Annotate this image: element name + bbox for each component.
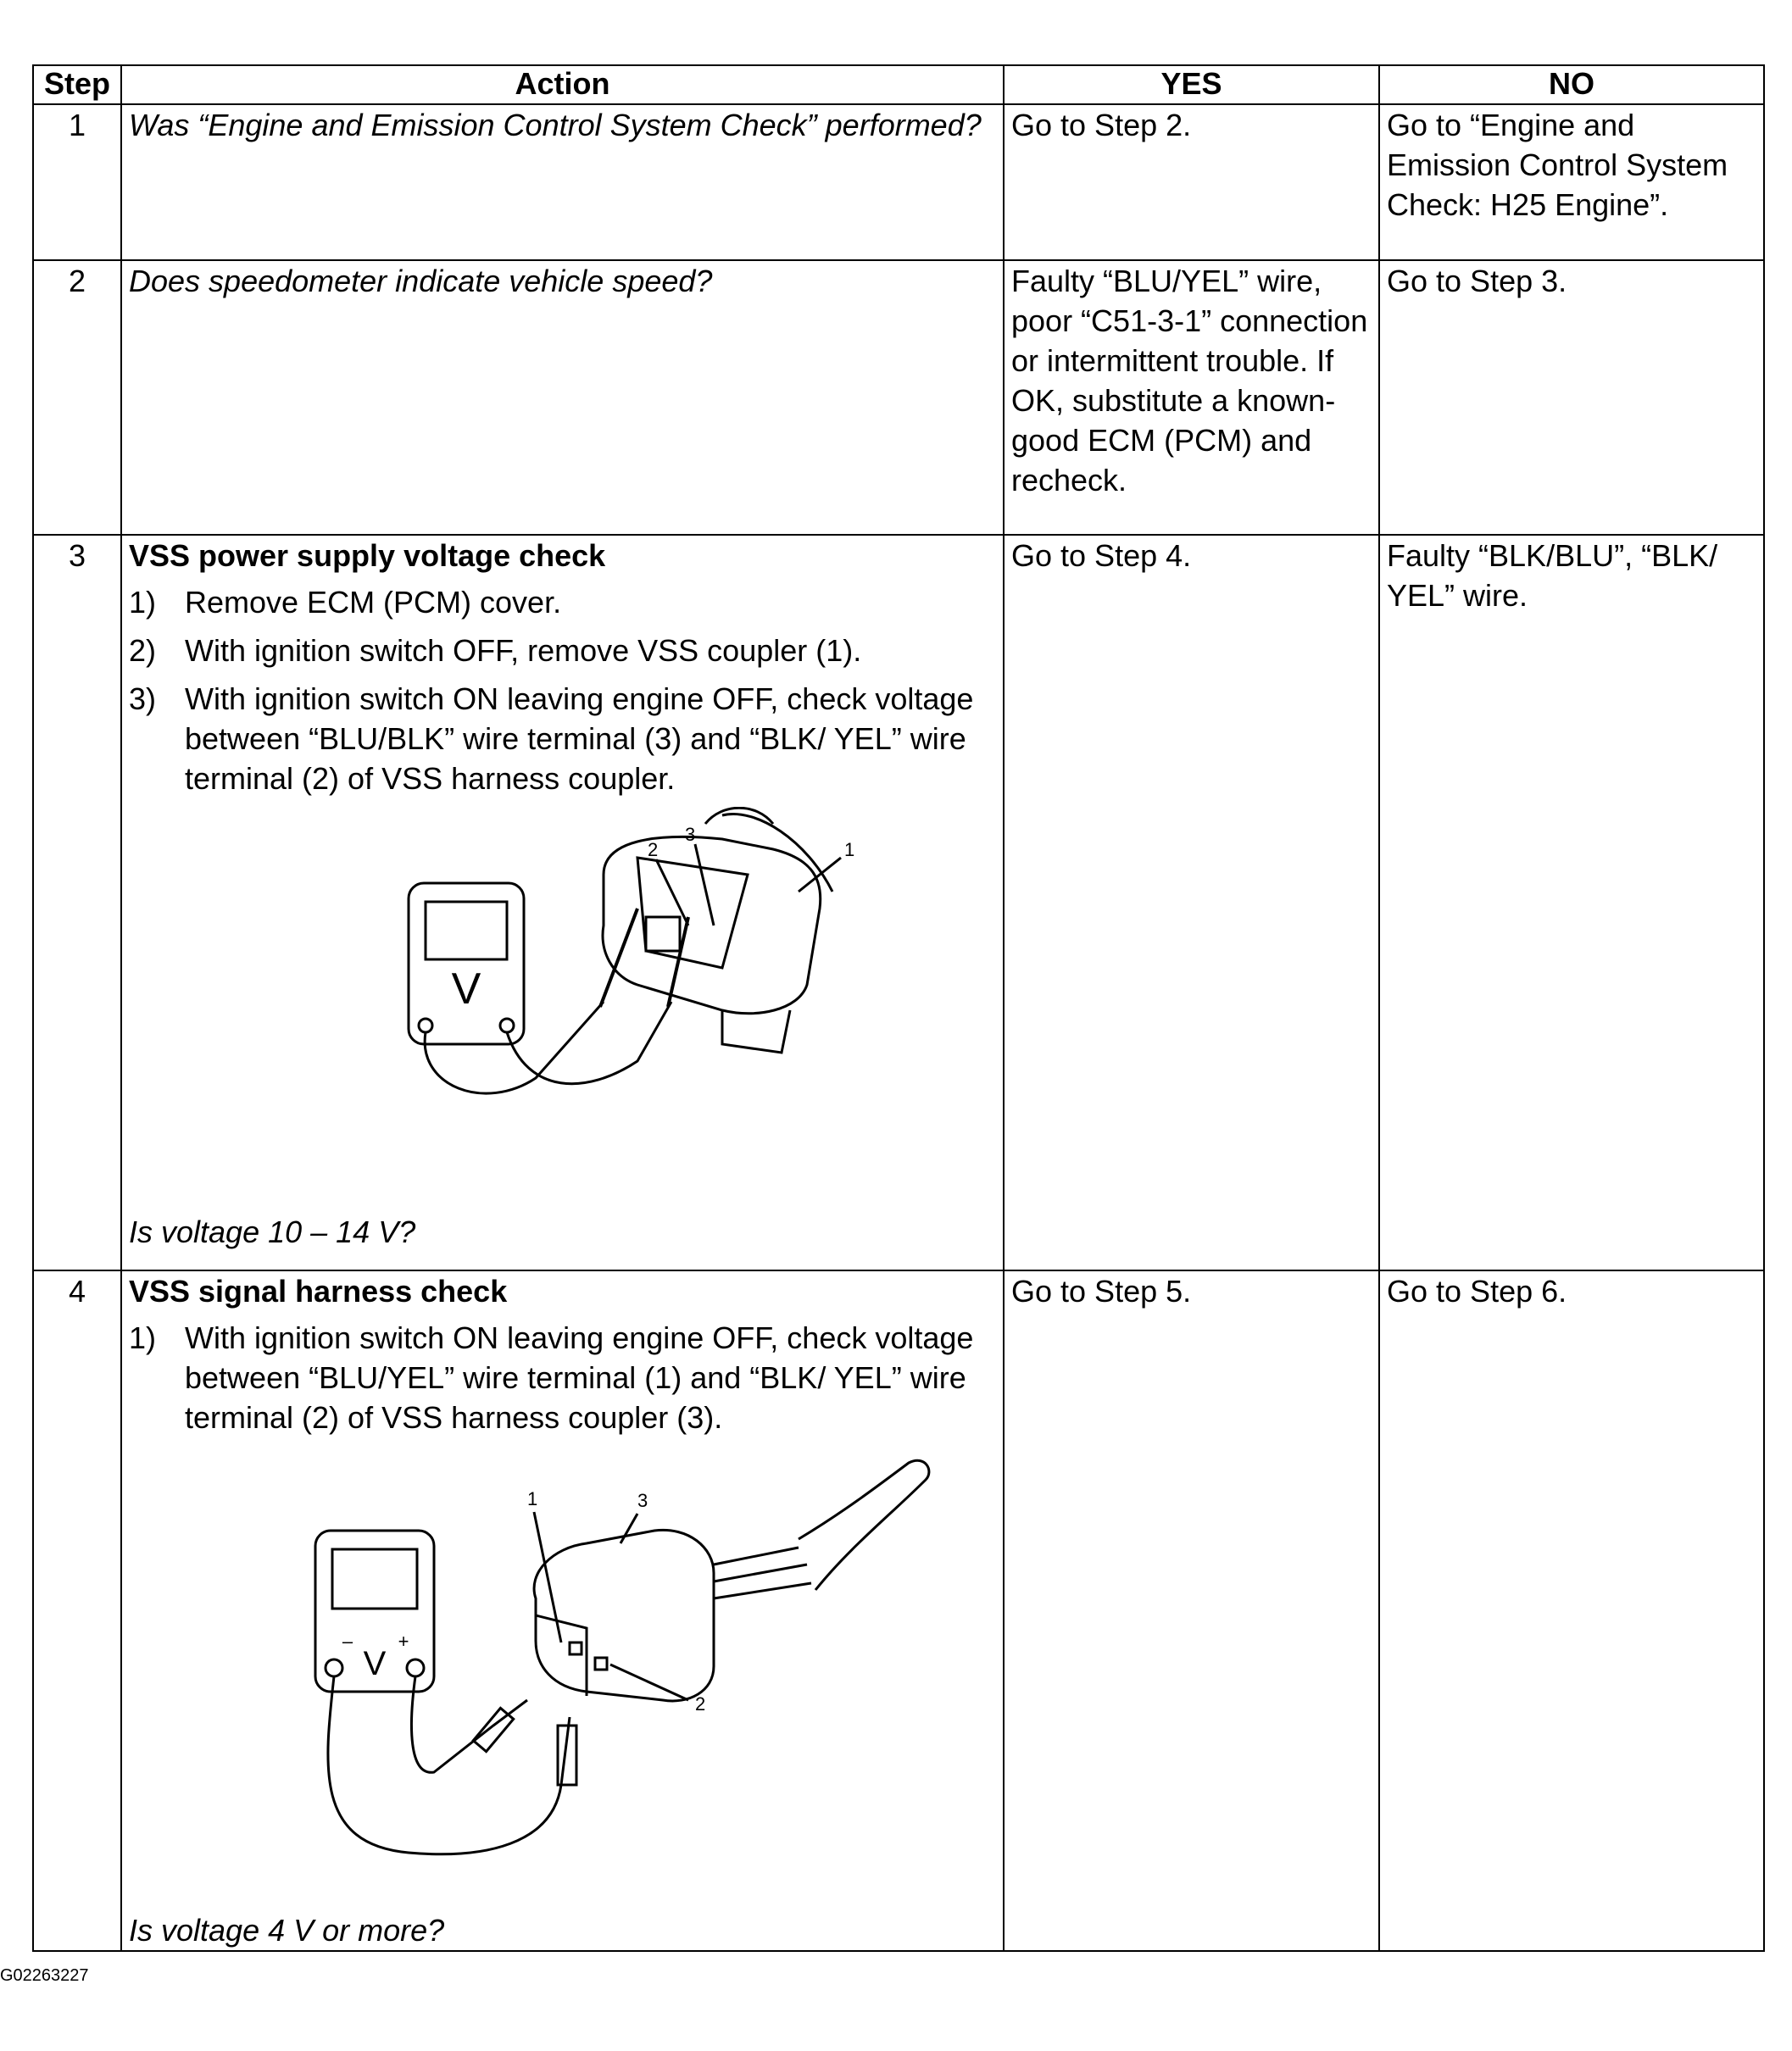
action-cell xyxy=(121,1270,1004,1951)
table-row xyxy=(33,1270,1764,1951)
coupler-terminal xyxy=(646,917,680,951)
yes-cell: Go to Step 4. xyxy=(1004,535,1379,1270)
probe-black xyxy=(600,909,637,1007)
harness-wire xyxy=(714,1583,811,1598)
step-title: VSS power supply voltage check xyxy=(129,538,606,573)
substep-number: 3) xyxy=(129,681,157,716)
header-yes: YES xyxy=(1004,65,1379,104)
leader-line xyxy=(695,844,714,925)
meter-terminal-minus xyxy=(326,1659,342,1676)
substep-list xyxy=(129,582,996,798)
step-number: 3 xyxy=(33,535,121,1270)
substep-number: 1) xyxy=(129,1320,157,1355)
meter-plus-label: + xyxy=(398,1631,409,1652)
meter-label: V xyxy=(451,964,481,1014)
action-cell xyxy=(121,260,1004,535)
vss-coupler-illustration xyxy=(129,807,993,1212)
substep-text: With ignition switch ON leaving engine OFF, check voltage between “BLU/BLK” wire terminal (3) and “BLK/ YEL” wire terminal (2) of VSS harness coupler. xyxy=(185,681,974,796)
diagnostic-table xyxy=(32,64,1765,1952)
leader-line xyxy=(621,1514,637,1543)
voltmeter-display xyxy=(426,902,507,959)
meter-terminal-minus xyxy=(419,1019,432,1032)
substep-list xyxy=(129,1318,996,1437)
test-lead-black xyxy=(328,1676,570,1854)
callout-label: 3 xyxy=(637,1490,648,1511)
coupler-terminal xyxy=(570,1642,582,1654)
callout-label: 1 xyxy=(527,1488,538,1509)
list-item xyxy=(129,631,996,670)
leader-line xyxy=(656,859,688,925)
leader-line xyxy=(534,1512,561,1642)
table-row xyxy=(33,104,1764,260)
step-number: 1 xyxy=(33,104,121,260)
meter-label: V xyxy=(363,1645,387,1682)
substep-text: Remove ECM (PCM) cover. xyxy=(185,585,562,620)
probe-red xyxy=(668,917,688,1007)
coupler-body xyxy=(534,1530,714,1701)
callout-label: 2 xyxy=(695,1693,706,1715)
list-item xyxy=(129,679,996,798)
step-number: 4 xyxy=(33,1270,121,1951)
figure-code: G02263227 xyxy=(0,1966,89,1985)
substep-text: With ignition switch OFF, remove VSS coupler (1). xyxy=(185,633,862,668)
action-cell xyxy=(121,535,1004,1270)
substep-number: 1) xyxy=(129,585,157,620)
table-header-row xyxy=(33,65,1764,104)
step-question: Is voltage 10 – 14 V? xyxy=(129,1214,416,1249)
test-lead-red xyxy=(507,1002,671,1084)
substep-number: 2) xyxy=(129,633,157,668)
step-title: VSS signal harness check xyxy=(129,1274,508,1309)
yes-cell: Faulty “BLU/YEL” wire, poor “C51-3-1” connection or intermittent trouble. If OK, substitute a known-good ECM (PCM) and recheck. xyxy=(1004,260,1379,535)
no-cell: Faulty “BLK/BLU”, “BLK/ YEL” wire. xyxy=(1379,535,1764,1270)
table-row xyxy=(33,535,1764,1270)
step-number: 2 xyxy=(33,260,121,535)
yes-cell: Go to Step 5. xyxy=(1004,1270,1379,1951)
table-row xyxy=(33,260,1764,535)
step-question: Does speedometer indicate vehicle speed? xyxy=(129,264,713,298)
callout-label: 1 xyxy=(844,839,855,860)
no-cell: Go to “Engine and Emission Control System Check: H25 Engine”. xyxy=(1379,104,1764,260)
list-item xyxy=(129,1318,996,1437)
coupler-lock xyxy=(722,1010,790,1053)
callout-label: 2 xyxy=(648,839,659,860)
step-question: Is voltage 4 V or more? xyxy=(129,1913,445,1948)
substep-text: With ignition switch ON leaving engine OFF, check voltage between “BLU/YEL” wire terminal (1) and “BLK/ YEL” wire terminal (2) of VSS harness coupler (3). xyxy=(185,1320,974,1435)
harness-wire xyxy=(714,1565,807,1581)
voltmeter-display xyxy=(332,1549,417,1609)
coupler-terminal xyxy=(595,1658,607,1670)
step-question: Was “Engine and Emission Control System Check” performed? xyxy=(129,108,982,142)
no-cell: Go to Step 6. xyxy=(1379,1270,1764,1951)
list-item xyxy=(129,582,996,622)
no-cell: Go to Step 3. xyxy=(1379,260,1764,535)
meter-terminal-plus xyxy=(407,1659,424,1676)
header-no: NO xyxy=(1379,65,1764,104)
wire-sleeve xyxy=(799,1460,929,1590)
meter-minus-label: – xyxy=(342,1631,353,1652)
header-step: Step xyxy=(33,65,121,104)
coupler-body xyxy=(603,837,821,1013)
probe-red xyxy=(473,1708,513,1751)
meter-terminal-plus xyxy=(500,1019,514,1032)
vss-harness-illustration xyxy=(129,1446,993,1910)
header-action: Action xyxy=(121,65,1004,104)
action-cell xyxy=(121,104,1004,260)
yes-cell: Go to Step 2. xyxy=(1004,104,1379,260)
callout-label: 3 xyxy=(685,824,696,845)
harness-wire xyxy=(714,1548,799,1565)
